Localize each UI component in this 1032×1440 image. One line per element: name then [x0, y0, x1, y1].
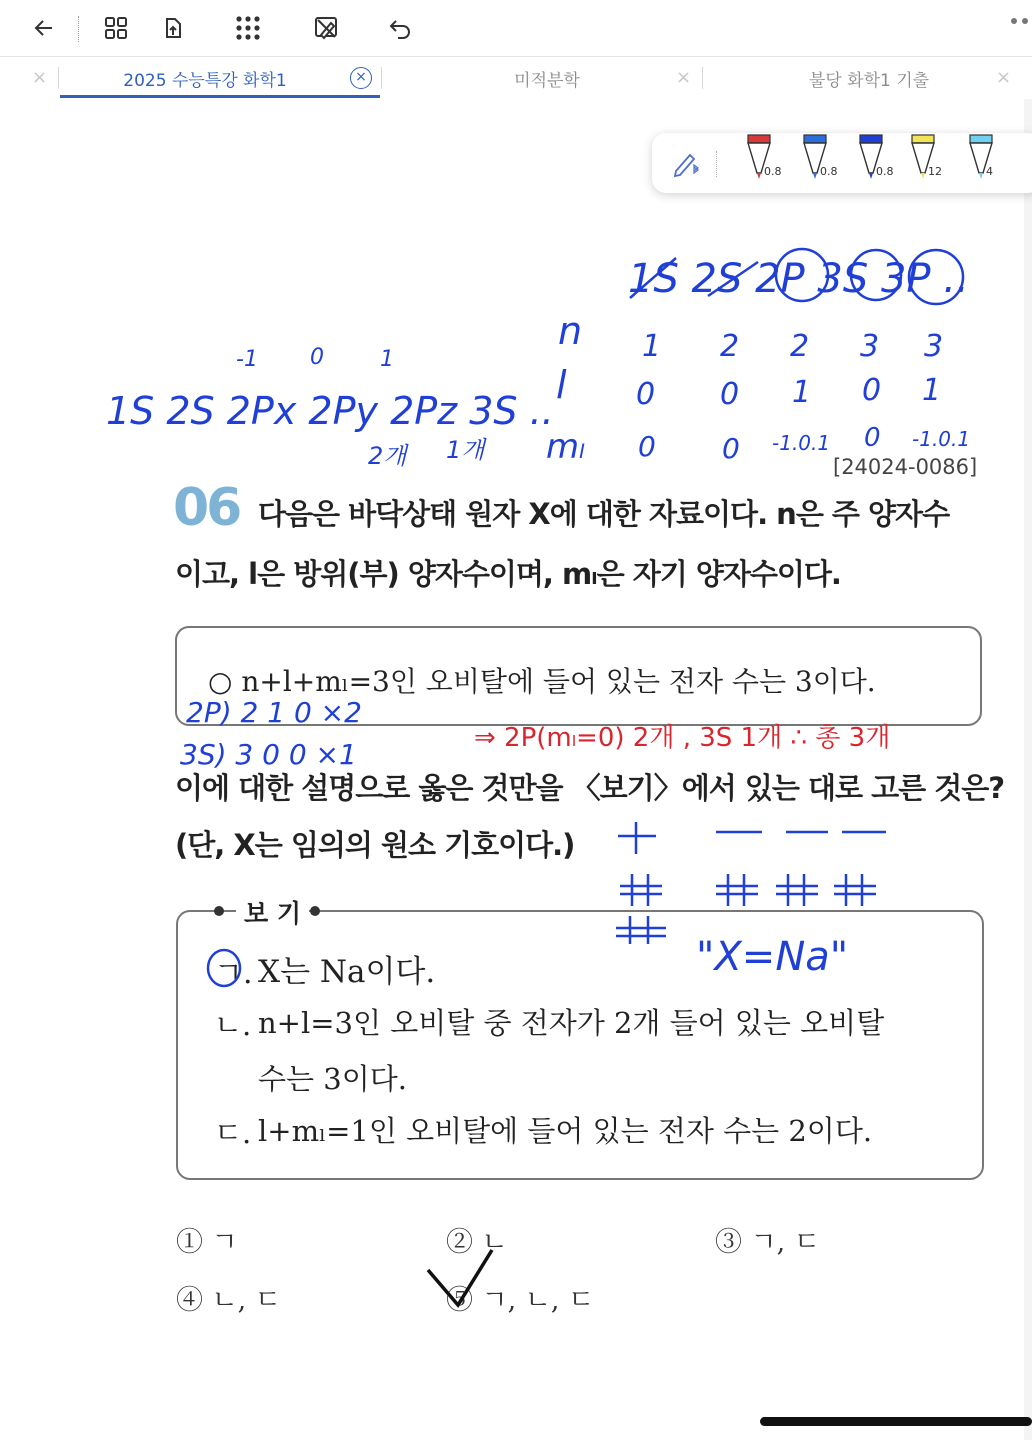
- tab-close-icon[interactable]: ×: [676, 67, 692, 88]
- top-toolbar: [0, 0, 1032, 56]
- hw-ml-value: 0: [864, 423, 881, 453]
- pen-tool-5[interactable]: [964, 133, 1004, 193]
- hw-row-2p: 2P) 2 1 0 ×2: [186, 696, 362, 729]
- question-note: (단, X는 임의의 원소 기호이다.): [175, 828, 575, 862]
- bogi-item-label: ㄷ.: [214, 1116, 252, 1150]
- choice-text: ㄱ, ㄴ, ㄷ: [481, 1285, 595, 1316]
- undo-icon[interactable]: [382, 10, 418, 46]
- pen-tool-4[interactable]: [906, 133, 946, 193]
- choice-number: ①: [176, 1227, 203, 1258]
- hw-ml-over: -1: [236, 347, 258, 372]
- tab-label: 미적분학: [514, 70, 580, 91]
- answer-choice-3[interactable]: [715, 1220, 820, 1259]
- choice-number: ③: [715, 1227, 742, 1258]
- bogi-item-label: ㄱ.: [214, 956, 253, 991]
- hw-l-value: 1: [922, 373, 942, 408]
- tab-close-icon[interactable]: ×: [350, 67, 372, 89]
- hw-count: 2개: [368, 442, 407, 470]
- choice-number: ⑤: [446, 1285, 473, 1316]
- hw-l-value: 0: [862, 373, 882, 408]
- answer-choice-1[interactable]: [176, 1220, 238, 1259]
- choice-text: ㄱ, ㄷ: [750, 1227, 820, 1258]
- choice-number: ④: [176, 1285, 203, 1316]
- tab-chemistry-1[interactable]: [60, 57, 350, 99]
- apps-icon[interactable]: [230, 10, 266, 46]
- condition-text: ○ n+l+mₗ=3인 오비탈에 들어 있는 전자 수는 3이다.: [208, 665, 876, 698]
- hw-ml-over: 0: [310, 345, 324, 370]
- choice-text: ㄴ: [481, 1227, 508, 1258]
- export-icon[interactable]: [156, 10, 192, 46]
- pen-tool-1[interactable]: [742, 133, 782, 193]
- hw-ml-value: -1.0.1: [772, 431, 831, 455]
- pen-size-label: 0.8: [820, 165, 838, 178]
- hw-ml-value: -1.0.1: [912, 427, 971, 451]
- bogi-item-text: l+mₗ=1인 오비탈에 들어 있는 전자 수는 2이다.: [258, 1114, 873, 1148]
- grid-view-icon[interactable]: [98, 10, 134, 46]
- hw-n-value: 3: [924, 329, 944, 364]
- bluetooth-pen-icon[interactable]: [670, 147, 702, 183]
- tab-close-icon[interactable]: ×: [996, 67, 1012, 88]
- bogi-item-text: X는 Na이다.: [258, 954, 436, 990]
- pen-tool-3[interactable]: [854, 133, 894, 193]
- hw-l-value: 1: [792, 375, 812, 410]
- question-id: [24024-0086]: [833, 455, 978, 479]
- palette-divider: [716, 151, 717, 177]
- tab-chemistry-past-exams[interactable]: [704, 57, 1032, 99]
- question-line-1: 다음은 바닥상태 원자 X에 대한 자료이다. n은 주 양자수: [258, 497, 950, 531]
- hw-l-value: 0: [636, 377, 656, 412]
- choice-number: ②: [446, 1227, 473, 1258]
- answer-choice-2[interactable]: [446, 1220, 508, 1259]
- hw-ml-over: 1: [380, 347, 394, 372]
- bogi-title: 보 기: [236, 894, 309, 930]
- pen-size-label: 0.8: [876, 165, 894, 178]
- question-number: 06: [173, 478, 240, 538]
- home-indicator[interactable]: [760, 1417, 1032, 1426]
- pen-size-label: 12: [928, 165, 942, 178]
- pen-size-label: 4: [986, 165, 993, 178]
- hw-top-orbitals: 1S 2S 2P 3S 3P ..: [628, 256, 969, 302]
- tab-calculus[interactable]: [382, 57, 712, 99]
- back-arrow-icon[interactable]: [26, 10, 62, 46]
- hw-n-value: 2: [790, 329, 810, 364]
- hw-count: 1개: [446, 436, 485, 464]
- tab-divider: [58, 67, 59, 89]
- hw-orbital-list: 1S 2S 2Px 2Py 2Pz 3S ..: [106, 389, 554, 433]
- answer-choice-4[interactable]: [176, 1278, 281, 1317]
- answer-choice-5[interactable]: [446, 1278, 594, 1317]
- choice-text: ㄱ: [211, 1227, 238, 1258]
- no-pen-icon[interactable]: [308, 10, 344, 46]
- question-line-2: 이고, l은 방위(부) 양자수이며, mₗ은 자기 양자수이다.: [175, 557, 841, 591]
- hw-row-3s: 3S) 3 0 0 ×1: [180, 738, 357, 771]
- bogi-dot: [214, 906, 224, 916]
- tab-close-icon[interactable]: ×: [32, 67, 48, 88]
- bogi-item-text: 수는 3이다.: [258, 1062, 407, 1096]
- tab-label: 2025 수능특강 화학1: [123, 70, 287, 91]
- hw-ml-value: 0: [722, 432, 740, 465]
- hw-n-value: 1: [642, 329, 662, 364]
- hw-n-label: n: [558, 309, 583, 353]
- hw-n-value: 3: [860, 329, 880, 364]
- tab-bar: [0, 56, 1032, 100]
- active-tab-indicator: [60, 95, 380, 98]
- bogi-item-label: ㄴ.: [214, 1008, 252, 1042]
- hw-red-note: ⇒ 2P(mₗ=0) 2개 , 3S 1개 ∴ 총 3개: [474, 723, 891, 753]
- hw-x-equals-na: "X=Na": [696, 934, 849, 980]
- tab-divider: [702, 67, 703, 89]
- question-prompt: 이에 대한 설명으로 옳은 것만을 〈보기〉에서 있는 대로 고른 것은?: [175, 771, 1005, 805]
- more-dots-icon[interactable]: [1010, 12, 1030, 24]
- hw-ml-label: mₗ: [546, 427, 585, 467]
- bogi-item-text: n+l=3인 오비탈 중 전자가 2개 들어 있는 오비탈: [258, 1006, 885, 1040]
- bogi-dot: [310, 906, 320, 916]
- tab-label: 불당 화학1 기출: [808, 70, 930, 91]
- pen-tool-2[interactable]: [798, 133, 838, 193]
- choice-text: ㄴ, ㄷ: [211, 1285, 281, 1316]
- page-scroll-edge: [1024, 99, 1032, 1440]
- hw-ml-value: 0: [638, 430, 656, 463]
- hw-l-value: 0: [720, 377, 740, 412]
- toolbar-divider: [78, 16, 79, 42]
- hw-l-label: l: [556, 363, 567, 407]
- pen-palette: [652, 133, 1032, 193]
- hw-n-value: 2: [720, 329, 740, 364]
- pen-size-label: 0.8: [764, 165, 782, 178]
